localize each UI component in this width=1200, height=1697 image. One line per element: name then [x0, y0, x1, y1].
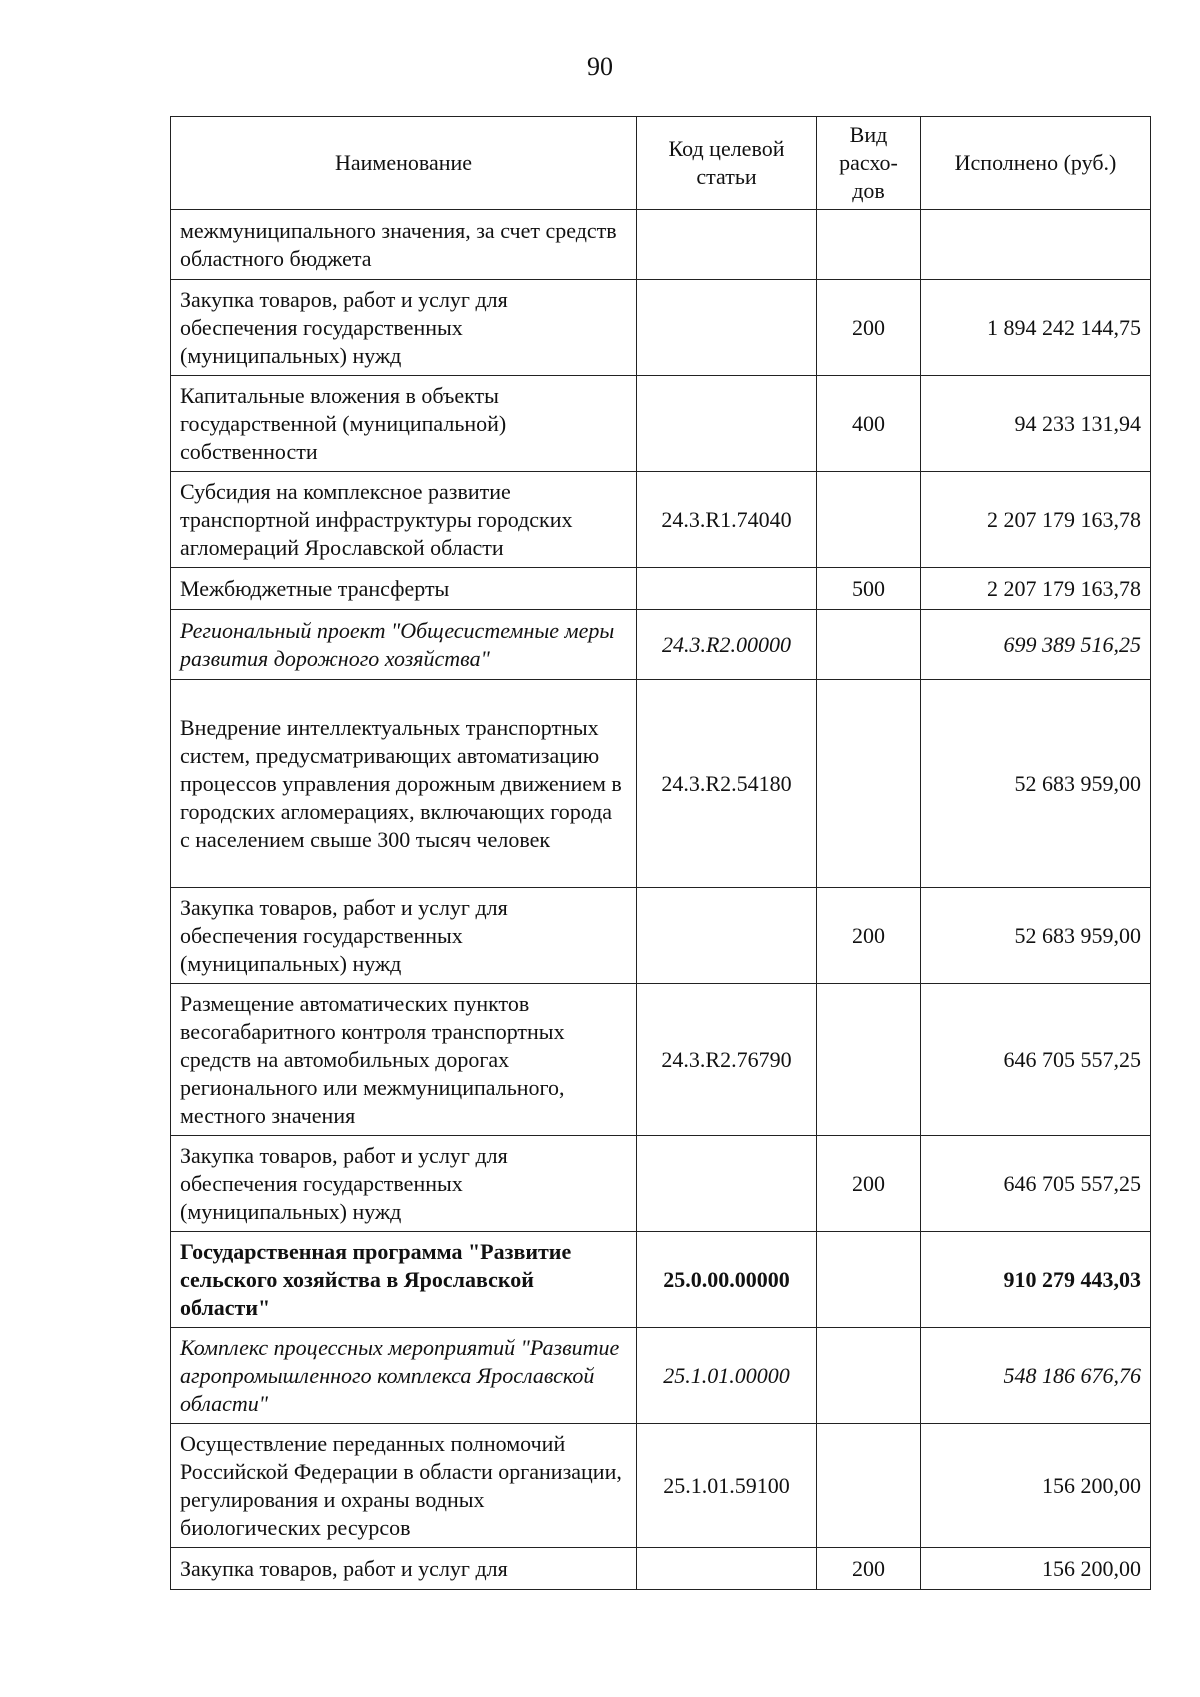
row-code: 25.0.00.00000 — [637, 1232, 817, 1328]
row-expense-type: 200 — [817, 1136, 921, 1232]
table-row — [171, 376, 1151, 472]
row-expense-type: 200 — [817, 888, 921, 984]
table-row — [171, 210, 1151, 280]
row-name: Капитальные вложения в объекты государственной (муниципальной) собственности — [171, 376, 637, 472]
table-row — [171, 984, 1151, 1136]
row-amount: 646 705 557,25 — [921, 984, 1151, 1136]
row-name: Государственная программа "Развитие сельского хозяйства в Ярославской области" — [171, 1232, 637, 1328]
row-name: межмуниципального значения, за счет средств областного бюджета — [171, 210, 637, 280]
row-name: Закупка товаров, работ и услуг для обеспечения государственных (муниципальных) нужд — [171, 280, 637, 376]
budget-table — [170, 116, 1151, 1590]
row-amount: 1 894 242 144,75 — [921, 280, 1151, 376]
row-code — [637, 280, 817, 376]
row-amount: 94 233 131,94 — [921, 376, 1151, 472]
row-code — [637, 568, 817, 610]
row-amount: 2 207 179 163,78 — [921, 568, 1151, 610]
row-code — [637, 1548, 817, 1590]
row-expense-type — [817, 210, 921, 280]
row-name: Осуществление переданных полномочий Российской Федерации в области организации, регулирования и охраны водных биологических ресурсов — [171, 1424, 637, 1548]
header-expense-type: Вид расхо-дов — [817, 117, 921, 210]
row-amount — [921, 210, 1151, 280]
table-row — [171, 610, 1151, 680]
row-name: Межбюджетные трансферты — [171, 568, 637, 610]
row-name: Комплекс процессных мероприятий "Развитие агропромышленного комплекса Ярославской области" — [171, 1328, 637, 1424]
table-row — [171, 280, 1151, 376]
row-amount: 646 705 557,25 — [921, 1136, 1151, 1232]
row-code: 25.1.01.00000 — [637, 1328, 817, 1424]
row-expense-type: 200 — [817, 280, 921, 376]
table-row — [171, 1328, 1151, 1424]
row-code: 24.3.R2.76790 — [637, 984, 817, 1136]
row-amount: 156 200,00 — [921, 1548, 1151, 1590]
row-name: Закупка товаров, работ и услуг для обеспечения государственных (муниципальных) нужд — [171, 888, 637, 984]
row-code: 25.1.01.59100 — [637, 1424, 817, 1548]
row-expense-type: 400 — [817, 376, 921, 472]
row-amount: 699 389 516,25 — [921, 610, 1151, 680]
row-amount: 156 200,00 — [921, 1424, 1151, 1548]
row-expense-type — [817, 984, 921, 1136]
row-expense-type — [817, 472, 921, 568]
table-row — [171, 1232, 1151, 1328]
table-row — [171, 568, 1151, 610]
row-amount: 52 683 959,00 — [921, 888, 1151, 984]
row-expense-type — [817, 610, 921, 680]
row-expense-type — [817, 680, 921, 888]
table-row — [171, 1548, 1151, 1590]
table-row — [171, 1136, 1151, 1232]
row-name: Закупка товаров, работ и услуг для обеспечения государственных (муниципальных) нужд — [171, 1136, 637, 1232]
page-number: 90 — [587, 52, 613, 81]
row-name: Субсидия на комплексное развитие транспортной инфраструктуры городских агломераций Ярославской области — [171, 472, 637, 568]
table-header-row — [171, 117, 1151, 210]
row-code — [637, 210, 817, 280]
row-expense-type — [817, 1328, 921, 1424]
header-name: Наименование — [171, 117, 637, 210]
row-amount: 548 186 676,76 — [921, 1328, 1151, 1424]
row-name: Размещение автоматических пунктов весогабаритного контроля транспортных средств на автомобильных дорогах регионального или межмуниципального, местного значения — [171, 984, 637, 1136]
row-expense-type — [817, 1424, 921, 1548]
row-code: 24.3.R2.00000 — [637, 610, 817, 680]
table-row — [171, 888, 1151, 984]
row-amount: 52 683 959,00 — [921, 680, 1151, 888]
row-name: Внедрение интеллектуальных транспортных систем, предусматривающих автоматизацию процессов управления дорожным движением в городских агломерациях, включающих города с населением свыше 300 тысяч человек — [171, 680, 637, 888]
row-amount: 2 207 179 163,78 — [921, 472, 1151, 568]
table-row — [171, 472, 1151, 568]
row-code — [637, 376, 817, 472]
header-code: Код целевой статьи — [637, 117, 817, 210]
header-amount: Исполнено (руб.) — [921, 117, 1151, 210]
row-expense-type: 500 — [817, 568, 921, 610]
table-row — [171, 1424, 1151, 1548]
row-code: 24.3.R2.54180 — [637, 680, 817, 888]
row-name: Закупка товаров, работ и услуг для — [171, 1548, 637, 1590]
row-code: 24.3.R1.74040 — [637, 472, 817, 568]
row-code — [637, 888, 817, 984]
row-amount: 910 279 443,03 — [921, 1232, 1151, 1328]
table-row — [171, 680, 1151, 888]
row-expense-type — [817, 1232, 921, 1328]
row-expense-type: 200 — [817, 1548, 921, 1590]
row-name: Региональный проект "Общесистемные меры развития дорожного хозяйства" — [171, 610, 637, 680]
row-code — [637, 1136, 817, 1232]
